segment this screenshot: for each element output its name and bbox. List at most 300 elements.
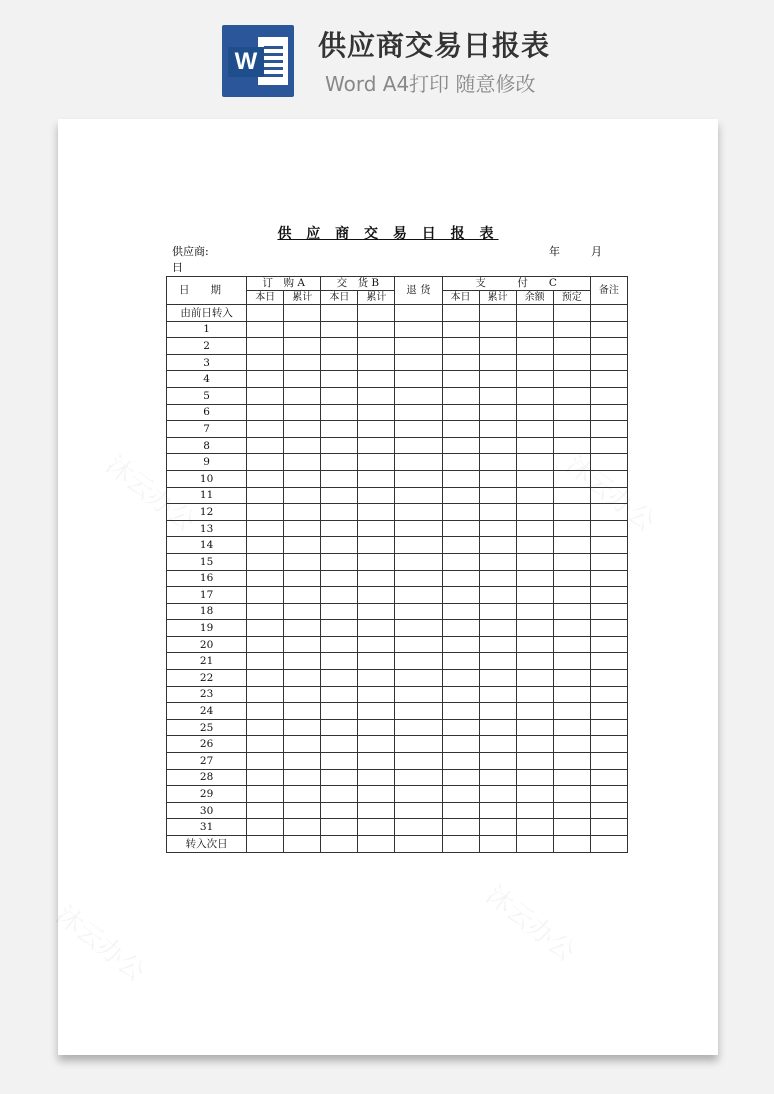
table-cell[interactable] — [553, 587, 590, 604]
table-cell[interactable] — [516, 636, 553, 653]
table-cell[interactable] — [590, 786, 627, 803]
table-cell[interactable] — [479, 819, 516, 836]
table-cell[interactable] — [479, 670, 516, 687]
table-cell[interactable] — [553, 670, 590, 687]
table-cell[interactable] — [358, 454, 395, 471]
table-cell[interactable] — [247, 553, 284, 570]
table-cell[interactable] — [358, 819, 395, 836]
table-cell[interactable] — [479, 421, 516, 438]
table-cell[interactable] — [553, 786, 590, 803]
table-cell[interactable] — [590, 437, 627, 454]
table-cell[interactable] — [358, 338, 395, 355]
table-cell[interactable] — [590, 454, 627, 471]
table-cell[interactable] — [479, 305, 516, 322]
table-cell[interactable] — [321, 653, 358, 670]
table-cell[interactable] — [358, 620, 395, 637]
table-cell[interactable] — [442, 686, 479, 703]
table-cell[interactable] — [516, 802, 553, 819]
table-cell[interactable] — [442, 371, 479, 388]
table-cell[interactable] — [479, 404, 516, 421]
table-cell[interactable] — [247, 670, 284, 687]
table-cell[interactable] — [395, 603, 442, 620]
table-cell[interactable] — [590, 404, 627, 421]
table-cell[interactable] — [284, 653, 321, 670]
table-cell[interactable] — [321, 338, 358, 355]
table-cell[interactable] — [553, 753, 590, 770]
table-cell[interactable] — [553, 454, 590, 471]
table-cell[interactable] — [590, 802, 627, 819]
table-cell[interactable] — [442, 437, 479, 454]
table-cell[interactable] — [284, 670, 321, 687]
table-cell[interactable] — [590, 371, 627, 388]
table-cell[interactable] — [358, 719, 395, 736]
table-cell[interactable] — [284, 686, 321, 703]
table-cell[interactable] — [247, 371, 284, 388]
table-cell[interactable] — [284, 769, 321, 786]
table-cell[interactable] — [395, 553, 442, 570]
table-cell[interactable] — [247, 504, 284, 521]
table-cell[interactable] — [247, 520, 284, 537]
table-cell[interactable] — [479, 454, 516, 471]
table-cell[interactable] — [395, 520, 442, 537]
table-cell[interactable] — [284, 421, 321, 438]
table-cell[interactable] — [442, 470, 479, 487]
table-cell[interactable] — [479, 504, 516, 521]
table-cell[interactable] — [395, 786, 442, 803]
table-cell[interactable] — [358, 736, 395, 753]
table-cell[interactable] — [321, 454, 358, 471]
table-cell[interactable] — [321, 371, 358, 388]
table-cell[interactable] — [358, 387, 395, 404]
table-cell[interactable] — [247, 470, 284, 487]
table-cell[interactable] — [590, 653, 627, 670]
table-cell[interactable] — [590, 670, 627, 687]
table-cell[interactable] — [247, 338, 284, 355]
table-cell[interactable] — [247, 636, 284, 653]
table-cell[interactable] — [284, 802, 321, 819]
table-cell[interactable] — [553, 470, 590, 487]
table-cell[interactable] — [321, 736, 358, 753]
table-cell[interactable] — [553, 769, 590, 786]
table-cell[interactable] — [395, 470, 442, 487]
table-cell[interactable] — [395, 437, 442, 454]
table-cell[interactable] — [284, 338, 321, 355]
table-cell[interactable] — [442, 769, 479, 786]
table-cell[interactable] — [479, 321, 516, 338]
table-cell[interactable] — [247, 802, 284, 819]
table-cell[interactable] — [358, 553, 395, 570]
table-cell[interactable] — [284, 404, 321, 421]
table-cell[interactable] — [321, 470, 358, 487]
table-cell[interactable] — [247, 437, 284, 454]
table-cell[interactable] — [442, 753, 479, 770]
table-cell[interactable] — [442, 703, 479, 720]
table-cell[interactable] — [516, 786, 553, 803]
table-cell[interactable] — [479, 603, 516, 620]
table-cell[interactable] — [516, 670, 553, 687]
table-cell[interactable] — [590, 487, 627, 504]
table-cell[interactable] — [553, 321, 590, 338]
table-cell[interactable] — [321, 603, 358, 620]
table-cell[interactable] — [395, 620, 442, 637]
table-cell[interactable] — [442, 520, 479, 537]
table-cell[interactable] — [247, 836, 284, 853]
table-cell[interactable] — [442, 354, 479, 371]
table-cell[interactable] — [358, 686, 395, 703]
table-cell[interactable] — [395, 504, 442, 521]
table-cell[interactable] — [516, 819, 553, 836]
table-cell[interactable] — [516, 686, 553, 703]
table-cell[interactable] — [321, 404, 358, 421]
table-cell[interactable] — [553, 421, 590, 438]
table-cell[interactable] — [395, 819, 442, 836]
table-cell[interactable] — [590, 836, 627, 853]
table-cell[interactable] — [553, 553, 590, 570]
table-cell[interactable] — [358, 653, 395, 670]
table-cell[interactable] — [479, 620, 516, 637]
table-cell[interactable] — [395, 636, 442, 653]
table-cell[interactable] — [516, 553, 553, 570]
table-cell[interactable] — [395, 387, 442, 404]
table-cell[interactable] — [553, 537, 590, 554]
table-cell[interactable] — [442, 819, 479, 836]
table-cell[interactable] — [284, 836, 321, 853]
table-cell[interactable] — [553, 736, 590, 753]
table-cell[interactable] — [247, 354, 284, 371]
table-cell[interactable] — [395, 338, 442, 355]
table-cell[interactable] — [516, 570, 553, 587]
table-cell[interactable] — [553, 686, 590, 703]
table-cell[interactable] — [395, 537, 442, 554]
table-cell[interactable] — [553, 802, 590, 819]
table-cell[interactable] — [321, 387, 358, 404]
table-cell[interactable] — [442, 636, 479, 653]
table-cell[interactable] — [516, 338, 553, 355]
table-cell[interactable] — [321, 587, 358, 604]
table-cell[interactable] — [516, 470, 553, 487]
table-cell[interactable] — [358, 753, 395, 770]
table-cell[interactable] — [479, 553, 516, 570]
table-cell[interactable] — [479, 736, 516, 753]
table-cell[interactable] — [321, 553, 358, 570]
table-cell[interactable] — [479, 487, 516, 504]
table-cell[interactable] — [590, 570, 627, 587]
table-cell[interactable] — [442, 653, 479, 670]
table-cell[interactable] — [247, 570, 284, 587]
table-cell[interactable] — [395, 321, 442, 338]
table-cell[interactable] — [358, 520, 395, 537]
table-cell[interactable] — [321, 686, 358, 703]
table-cell[interactable] — [442, 836, 479, 853]
table-cell[interactable] — [553, 404, 590, 421]
table-cell[interactable] — [479, 520, 516, 537]
table-cell[interactable] — [321, 670, 358, 687]
table-cell[interactable] — [590, 421, 627, 438]
table-cell[interactable] — [590, 636, 627, 653]
table-cell[interactable] — [590, 603, 627, 620]
table-cell[interactable] — [553, 305, 590, 322]
table-cell[interactable] — [479, 371, 516, 388]
table-cell[interactable] — [247, 703, 284, 720]
table-cell[interactable] — [516, 520, 553, 537]
table-cell[interactable] — [358, 437, 395, 454]
table-cell[interactable] — [553, 653, 590, 670]
table-cell[interactable] — [590, 504, 627, 521]
table-cell[interactable] — [321, 487, 358, 504]
table-cell[interactable] — [479, 753, 516, 770]
table-cell[interactable] — [395, 354, 442, 371]
table-cell[interactable] — [247, 769, 284, 786]
table-cell[interactable] — [247, 587, 284, 604]
table-cell[interactable] — [395, 802, 442, 819]
table-cell[interactable] — [590, 620, 627, 637]
table-cell[interactable] — [479, 719, 516, 736]
table-cell[interactable] — [553, 437, 590, 454]
table-cell[interactable] — [479, 437, 516, 454]
table-cell[interactable] — [284, 703, 321, 720]
table-cell[interactable] — [321, 836, 358, 853]
table-cell[interactable] — [553, 520, 590, 537]
table-cell[interactable] — [358, 703, 395, 720]
table-cell[interactable] — [284, 470, 321, 487]
table-cell[interactable] — [247, 753, 284, 770]
table-cell[interactable] — [553, 487, 590, 504]
table-cell[interactable] — [247, 620, 284, 637]
table-cell[interactable] — [442, 620, 479, 637]
table-cell[interactable] — [516, 719, 553, 736]
table-cell[interactable] — [284, 520, 321, 537]
table-cell[interactable] — [247, 786, 284, 803]
table-cell[interactable] — [321, 504, 358, 521]
table-cell[interactable] — [395, 736, 442, 753]
table-cell[interactable] — [395, 305, 442, 322]
table-cell[interactable] — [442, 802, 479, 819]
table-cell[interactable] — [395, 421, 442, 438]
table-cell[interactable] — [442, 553, 479, 570]
table-cell[interactable] — [590, 753, 627, 770]
table-cell[interactable] — [395, 570, 442, 587]
table-cell[interactable] — [284, 570, 321, 587]
table-cell[interactable] — [553, 819, 590, 836]
table-cell[interactable] — [590, 587, 627, 604]
table-cell[interactable] — [479, 786, 516, 803]
table-cell[interactable] — [516, 703, 553, 720]
table-cell[interactable] — [358, 802, 395, 819]
table-cell[interactable] — [395, 487, 442, 504]
table-cell[interactable] — [395, 769, 442, 786]
table-cell[interactable] — [553, 354, 590, 371]
table-cell[interactable] — [284, 603, 321, 620]
table-cell[interactable] — [358, 504, 395, 521]
table-cell[interactable] — [590, 470, 627, 487]
table-cell[interactable] — [321, 437, 358, 454]
table-cell[interactable] — [553, 371, 590, 388]
table-cell[interactable] — [516, 354, 553, 371]
table-cell[interactable] — [284, 786, 321, 803]
table-cell[interactable] — [284, 819, 321, 836]
table-cell[interactable] — [479, 636, 516, 653]
table-cell[interactable] — [516, 620, 553, 637]
table-cell[interactable] — [590, 703, 627, 720]
table-cell[interactable] — [442, 719, 479, 736]
table-cell[interactable] — [358, 670, 395, 687]
table-cell[interactable] — [395, 719, 442, 736]
table-cell[interactable] — [395, 753, 442, 770]
table-cell[interactable] — [321, 753, 358, 770]
table-cell[interactable] — [395, 836, 442, 853]
table-cell[interactable] — [395, 670, 442, 687]
table-cell[interactable] — [395, 454, 442, 471]
table-cell[interactable] — [247, 719, 284, 736]
table-cell[interactable] — [516, 454, 553, 471]
table-cell[interactable] — [284, 454, 321, 471]
table-cell[interactable] — [516, 504, 553, 521]
table-cell[interactable] — [358, 836, 395, 853]
table-cell[interactable] — [442, 537, 479, 554]
table-cell[interactable] — [590, 338, 627, 355]
table-cell[interactable] — [442, 487, 479, 504]
table-cell[interactable] — [284, 636, 321, 653]
table-cell[interactable] — [247, 736, 284, 753]
table-cell[interactable] — [358, 603, 395, 620]
table-cell[interactable] — [321, 305, 358, 322]
table-cell[interactable] — [553, 836, 590, 853]
table-cell[interactable] — [516, 769, 553, 786]
table-cell[interactable] — [395, 371, 442, 388]
table-cell[interactable] — [442, 504, 479, 521]
table-cell[interactable] — [321, 819, 358, 836]
table-cell[interactable] — [247, 387, 284, 404]
table-cell[interactable] — [479, 836, 516, 853]
table-cell[interactable] — [395, 404, 442, 421]
table-cell[interactable] — [395, 703, 442, 720]
table-cell[interactable] — [321, 537, 358, 554]
table-cell[interactable] — [479, 769, 516, 786]
table-cell[interactable] — [321, 802, 358, 819]
table-cell[interactable] — [442, 736, 479, 753]
table-cell[interactable] — [442, 338, 479, 355]
table-cell[interactable] — [516, 587, 553, 604]
table-cell[interactable] — [284, 305, 321, 322]
table-cell[interactable] — [321, 769, 358, 786]
table-cell[interactable] — [516, 736, 553, 753]
table-cell[interactable] — [516, 437, 553, 454]
table-cell[interactable] — [553, 703, 590, 720]
table-cell[interactable] — [479, 570, 516, 587]
table-cell[interactable] — [395, 587, 442, 604]
table-cell[interactable] — [590, 736, 627, 753]
table-cell[interactable] — [553, 504, 590, 521]
table-cell[interactable] — [516, 404, 553, 421]
table-cell[interactable] — [590, 553, 627, 570]
table-cell[interactable] — [247, 421, 284, 438]
table-cell[interactable] — [247, 819, 284, 836]
table-cell[interactable] — [358, 587, 395, 604]
table-cell[interactable] — [321, 520, 358, 537]
table-cell[interactable] — [395, 686, 442, 703]
table-cell[interactable] — [553, 719, 590, 736]
table-cell[interactable] — [479, 653, 516, 670]
table-cell[interactable] — [358, 354, 395, 371]
table-cell[interactable] — [516, 653, 553, 670]
table-cell[interactable] — [247, 305, 284, 322]
table-cell[interactable] — [516, 387, 553, 404]
table-cell[interactable] — [358, 537, 395, 554]
table-cell[interactable] — [358, 636, 395, 653]
table-cell[interactable] — [247, 603, 284, 620]
table-cell[interactable] — [284, 321, 321, 338]
table-cell[interactable] — [516, 836, 553, 853]
table-cell[interactable] — [284, 736, 321, 753]
table-cell[interactable] — [590, 719, 627, 736]
table-cell[interactable] — [516, 753, 553, 770]
table-cell[interactable] — [442, 404, 479, 421]
table-cell[interactable] — [442, 387, 479, 404]
table-cell[interactable] — [479, 537, 516, 554]
table-cell[interactable] — [358, 404, 395, 421]
table-cell[interactable] — [479, 354, 516, 371]
table-cell[interactable] — [590, 321, 627, 338]
table-cell[interactable] — [516, 603, 553, 620]
table-cell[interactable] — [321, 354, 358, 371]
table-cell[interactable] — [590, 305, 627, 322]
table-cell[interactable] — [479, 470, 516, 487]
table-cell[interactable] — [321, 321, 358, 338]
table-cell[interactable] — [358, 786, 395, 803]
table-cell[interactable] — [516, 421, 553, 438]
table-cell[interactable] — [442, 603, 479, 620]
table-cell[interactable] — [442, 421, 479, 438]
table-cell[interactable] — [358, 470, 395, 487]
table-cell[interactable] — [553, 387, 590, 404]
table-cell[interactable] — [284, 371, 321, 388]
table-cell[interactable] — [284, 553, 321, 570]
table-cell[interactable] — [516, 487, 553, 504]
table-cell[interactable] — [247, 686, 284, 703]
table-cell[interactable] — [590, 769, 627, 786]
table-cell[interactable] — [247, 404, 284, 421]
table-cell[interactable] — [442, 570, 479, 587]
table-cell[interactable] — [590, 686, 627, 703]
table-cell[interactable] — [284, 537, 321, 554]
table-cell[interactable] — [284, 753, 321, 770]
table-cell[interactable] — [321, 719, 358, 736]
table-cell[interactable] — [321, 620, 358, 637]
table-cell[interactable] — [516, 321, 553, 338]
table-cell[interactable] — [284, 719, 321, 736]
table-cell[interactable] — [321, 570, 358, 587]
table-cell[interactable] — [590, 537, 627, 554]
table-cell[interactable] — [284, 354, 321, 371]
table-cell[interactable] — [479, 686, 516, 703]
table-cell[interactable] — [442, 670, 479, 687]
table-cell[interactable] — [442, 305, 479, 322]
table-cell[interactable] — [247, 537, 284, 554]
table-cell[interactable] — [479, 802, 516, 819]
table-cell[interactable] — [247, 653, 284, 670]
table-cell[interactable] — [284, 487, 321, 504]
table-cell[interactable] — [479, 703, 516, 720]
table-cell[interactable] — [284, 587, 321, 604]
table-cell[interactable] — [284, 387, 321, 404]
table-cell[interactable] — [553, 636, 590, 653]
table-cell[interactable] — [553, 603, 590, 620]
table-cell[interactable] — [442, 321, 479, 338]
table-cell[interactable] — [358, 487, 395, 504]
table-cell[interactable] — [395, 653, 442, 670]
table-cell[interactable] — [284, 620, 321, 637]
table-cell[interactable] — [284, 504, 321, 521]
